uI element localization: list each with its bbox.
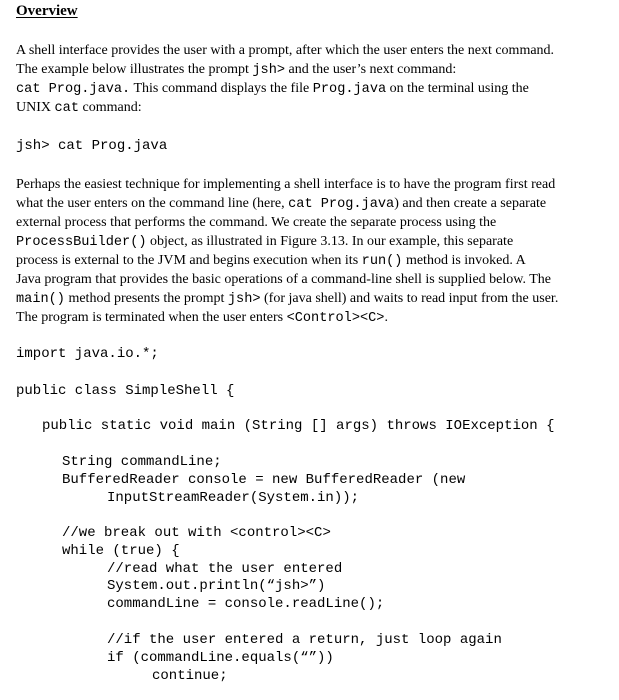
text-run: This command displays the file bbox=[130, 81, 313, 96]
code-line: public static void main (String [] args) throws IOException { bbox=[42, 418, 555, 434]
inline-code: main() bbox=[16, 292, 65, 307]
inline-code: <Control><C> bbox=[286, 311, 385, 326]
text-line bbox=[16, 270, 612, 289]
text-run: method presents the prompt bbox=[64, 291, 228, 306]
code-line: //we break out with <control><C> bbox=[62, 525, 331, 541]
example-command: jsh> cat Prog.java bbox=[16, 138, 168, 154]
code-line: BufferedReader console = new BufferedReader (new bbox=[62, 472, 466, 488]
code-line: continue; bbox=[152, 668, 228, 684]
text-line bbox=[16, 79, 612, 98]
code-line: import java.io.*; bbox=[16, 346, 159, 362]
text-run: The program is terminated when the user enters bbox=[16, 310, 287, 325]
code-line: public class SimpleShell { bbox=[16, 383, 235, 399]
inline-code: run() bbox=[361, 254, 403, 269]
inline-code: ProcessBuilder() bbox=[16, 235, 147, 250]
code-line: //read what the user entered bbox=[107, 561, 343, 577]
text-run: what the user enters on the command line (here, bbox=[16, 196, 289, 211]
code-line: //if the user entered a return, just loop again bbox=[107, 632, 502, 648]
text-run: Java program that provides the basic operations of a command-line shell is supplied below. The bbox=[16, 272, 551, 287]
text-run: UNIX bbox=[16, 100, 55, 115]
inline-code: cat bbox=[54, 101, 79, 116]
explanation-paragraph bbox=[16, 175, 612, 327]
text-run: command: bbox=[78, 100, 142, 115]
text-line bbox=[16, 98, 612, 117]
inline-code: jsh> bbox=[252, 63, 286, 78]
text-run: ) and then create a separate bbox=[394, 196, 547, 211]
text-line bbox=[16, 175, 612, 194]
text-run: . bbox=[384, 310, 388, 325]
inline-code: jsh> bbox=[227, 292, 261, 307]
text-run: external process that performs the command. We create the separate process using the bbox=[16, 215, 497, 230]
text-line bbox=[16, 60, 612, 79]
code-line: commandLine = console.readLine(); bbox=[107, 596, 385, 612]
code-line: InputStreamReader(System.in)); bbox=[107, 490, 360, 506]
text-run: object, as illustrated in Figure 3.13. In our example, this separate bbox=[146, 234, 514, 249]
code-line: while (true) { bbox=[62, 543, 180, 559]
text-run: and the user’s next command: bbox=[285, 62, 457, 77]
text-line bbox=[16, 194, 612, 213]
text-run: process is external to the JVM and begins execution when its bbox=[16, 253, 362, 268]
text-line bbox=[16, 308, 612, 327]
section-heading: Overview bbox=[16, 3, 78, 19]
text-line bbox=[16, 251, 612, 270]
text-run: on the terminal using the bbox=[386, 81, 529, 96]
code-line: if (commandLine.equals(“”)) bbox=[107, 650, 334, 666]
intro-paragraph bbox=[16, 41, 612, 117]
inline-code: cat Prog.java bbox=[288, 197, 395, 212]
text-run: The example below illustrates the prompt bbox=[16, 62, 253, 77]
text-run: method is invoked. A bbox=[402, 253, 526, 268]
text-run: Perhaps the easiest technique for implementing a shell interface is to have the program first read bbox=[16, 177, 556, 192]
text-run: A shell interface provides the user with a prompt, after which the user enters the next command. bbox=[16, 43, 555, 58]
inline-code: Prog.java bbox=[312, 82, 387, 97]
text-line bbox=[16, 41, 612, 60]
text-line bbox=[16, 213, 612, 232]
text-line bbox=[16, 289, 612, 308]
code-line: System.out.println(“jsh>”) bbox=[107, 578, 326, 594]
text-run: (for java shell) and waits to read input from the user. bbox=[260, 291, 559, 306]
inline-code: cat Prog.java. bbox=[16, 82, 131, 97]
code-line: String commandLine; bbox=[62, 454, 222, 470]
text-line bbox=[16, 232, 612, 251]
